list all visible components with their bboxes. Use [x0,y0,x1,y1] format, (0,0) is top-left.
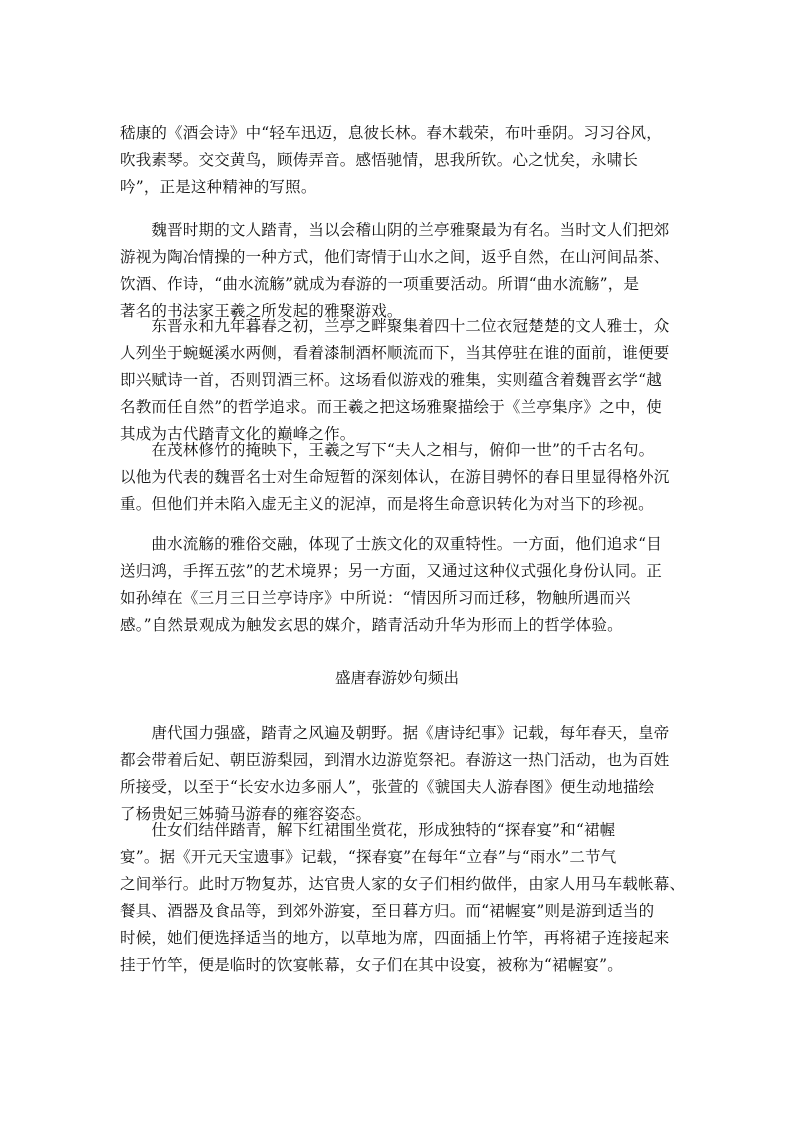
text-line: 即兴赋诗一首，否则罚酒三杯。这场看似游戏的雅集，实则蕴含着魏晋玄学“越 [120,371,662,389]
text-line: 以他为代表的魏晋名士对生命短暂的深刻体认，在游目骋怀的春日里显得格外沉 [120,468,670,486]
paragraph-maolin-xiuzhu [120,437,674,518]
text-line: 名教而任自然”的哲学追求。而王羲之把这场雅聚描绘于《兰亭集序》之中，使 [120,398,662,416]
text-line: 感。”自然景观成为触发玄思的媒介，踏青活动升华为形而上的哲学体验。 [120,616,623,634]
paragraph-tanchun-banquet [120,817,686,979]
paragraph-tang-dynasty [120,720,674,828]
paragraph-qushui-liushang [120,531,674,639]
text-line: 时候，她们便选择适当的地方，以草地为席，四面插上竹竿，再将裙子连接起来 [120,929,670,947]
text-line: 东晋永和九年暮春之初，兰亭之畔聚集着四十二位衣冠楚楚的文人雅士，众 [120,317,670,335]
text-line: 嵇康的《酒会诗》中“轻车迅迈，息彼长林。春木载荣，布叶垂阴。习习谷风， [120,124,662,142]
text-line: 如孙绰在《三月三日兰亭诗序》中所说：“情因所习而迁移，物触所遇而兴 [120,589,631,607]
text-line: 吹我素琴。交交黄鸟，顾俦弄音。感悟驰情，思我所钦。心之忧矣，永啸长 [120,151,639,169]
text-line: 仕女们结伴踏青，解下红裙围坐赏花，形成独特的“探春宴”和“裙幄 [120,821,616,839]
text-line: 唐代国力强盛，踏青之风遍及朝野。据《唐诗纪事》记载，每年春天，皇帝 [120,724,670,742]
text-line: 餐具、酒器及食品等，到郊外游宴，至日暮方归。而“裙幄宴”则是游到适当的 [120,902,655,920]
text-line: 饮酒、作诗，“曲水流觞”就成为春游的一项重要活动。所谓“曲水流觞”，是 [120,275,640,293]
text-line: 曲水流觞的雅俗交融，体现了士族文化的双重特性。一方面，他们追求“目 [120,535,662,553]
text-line: 送归鸿，手挥五弦”的艺术境界；另一方面，又通过这种仪式强化身份认同。正 [120,562,662,580]
text-line: 游视为陶冶情操的一种方式，他们寄情于山水之间，返乎自然，在山河间品茶、 [120,248,670,266]
paragraph-jikang-poem [120,120,674,201]
text-line: 著名的书法家王羲之所发起的雅聚游戏。 [120,302,403,320]
text-line: 吟”，正是这种精神的写照。 [120,178,317,196]
text-line: 人列坐于蜿蜒溪水两侧，看着漆制酒杯顺流而下，当其停驻在谁的面前，谁便要 [120,344,670,362]
text-line: 宴”。据《开元天宝遗事》记载，“探春宴”在每年“立春”与“雨水”二节气 [120,848,617,866]
text-line: 在茂林修竹的掩映下，王羲之写下“夫人之相与，俯仰一世”的千古名句。 [120,441,655,459]
text-line: 了杨贵妃三姊骑马游春的雍容姿态。 [120,805,372,823]
text-line: 重。但他们并未陷入虚无主义的泥淖，而是将生命意识转化为对当下的珍视。 [120,495,654,513]
paragraph-yonghe-ninth-year [120,313,674,448]
text-line: 都会带着后妃、朝臣游梨园，到渭水边游览祭祀。春游这一热门活动，也为百姓 [120,751,670,769]
text-line: 挂于竹竿，便是临时的饮宴帐幕，女子们在其中设宴，被称为“裙幄宴”。 [120,956,623,974]
paragraph-lanting-gathering [120,217,674,325]
text-line: 魏晋时期的文人踏青，当以会稽山阴的兰亭雅聚最为有名。当时文人们把郊 [120,221,670,239]
text-line: 之间举行。此时万物复苏，达官贵人家的女子们相约做伴，由家人用马车载帐幕、 [120,875,686,893]
text-line: 其成为古代踏青文化的巅峰之作。 [120,425,356,443]
text-line: 所接受，以至于“长安水边多丽人”，张萱的《虢国夫人游春图》便生动地描绘 [120,778,655,796]
section-heading: 盛唐春游妙句频出 [334,669,459,687]
